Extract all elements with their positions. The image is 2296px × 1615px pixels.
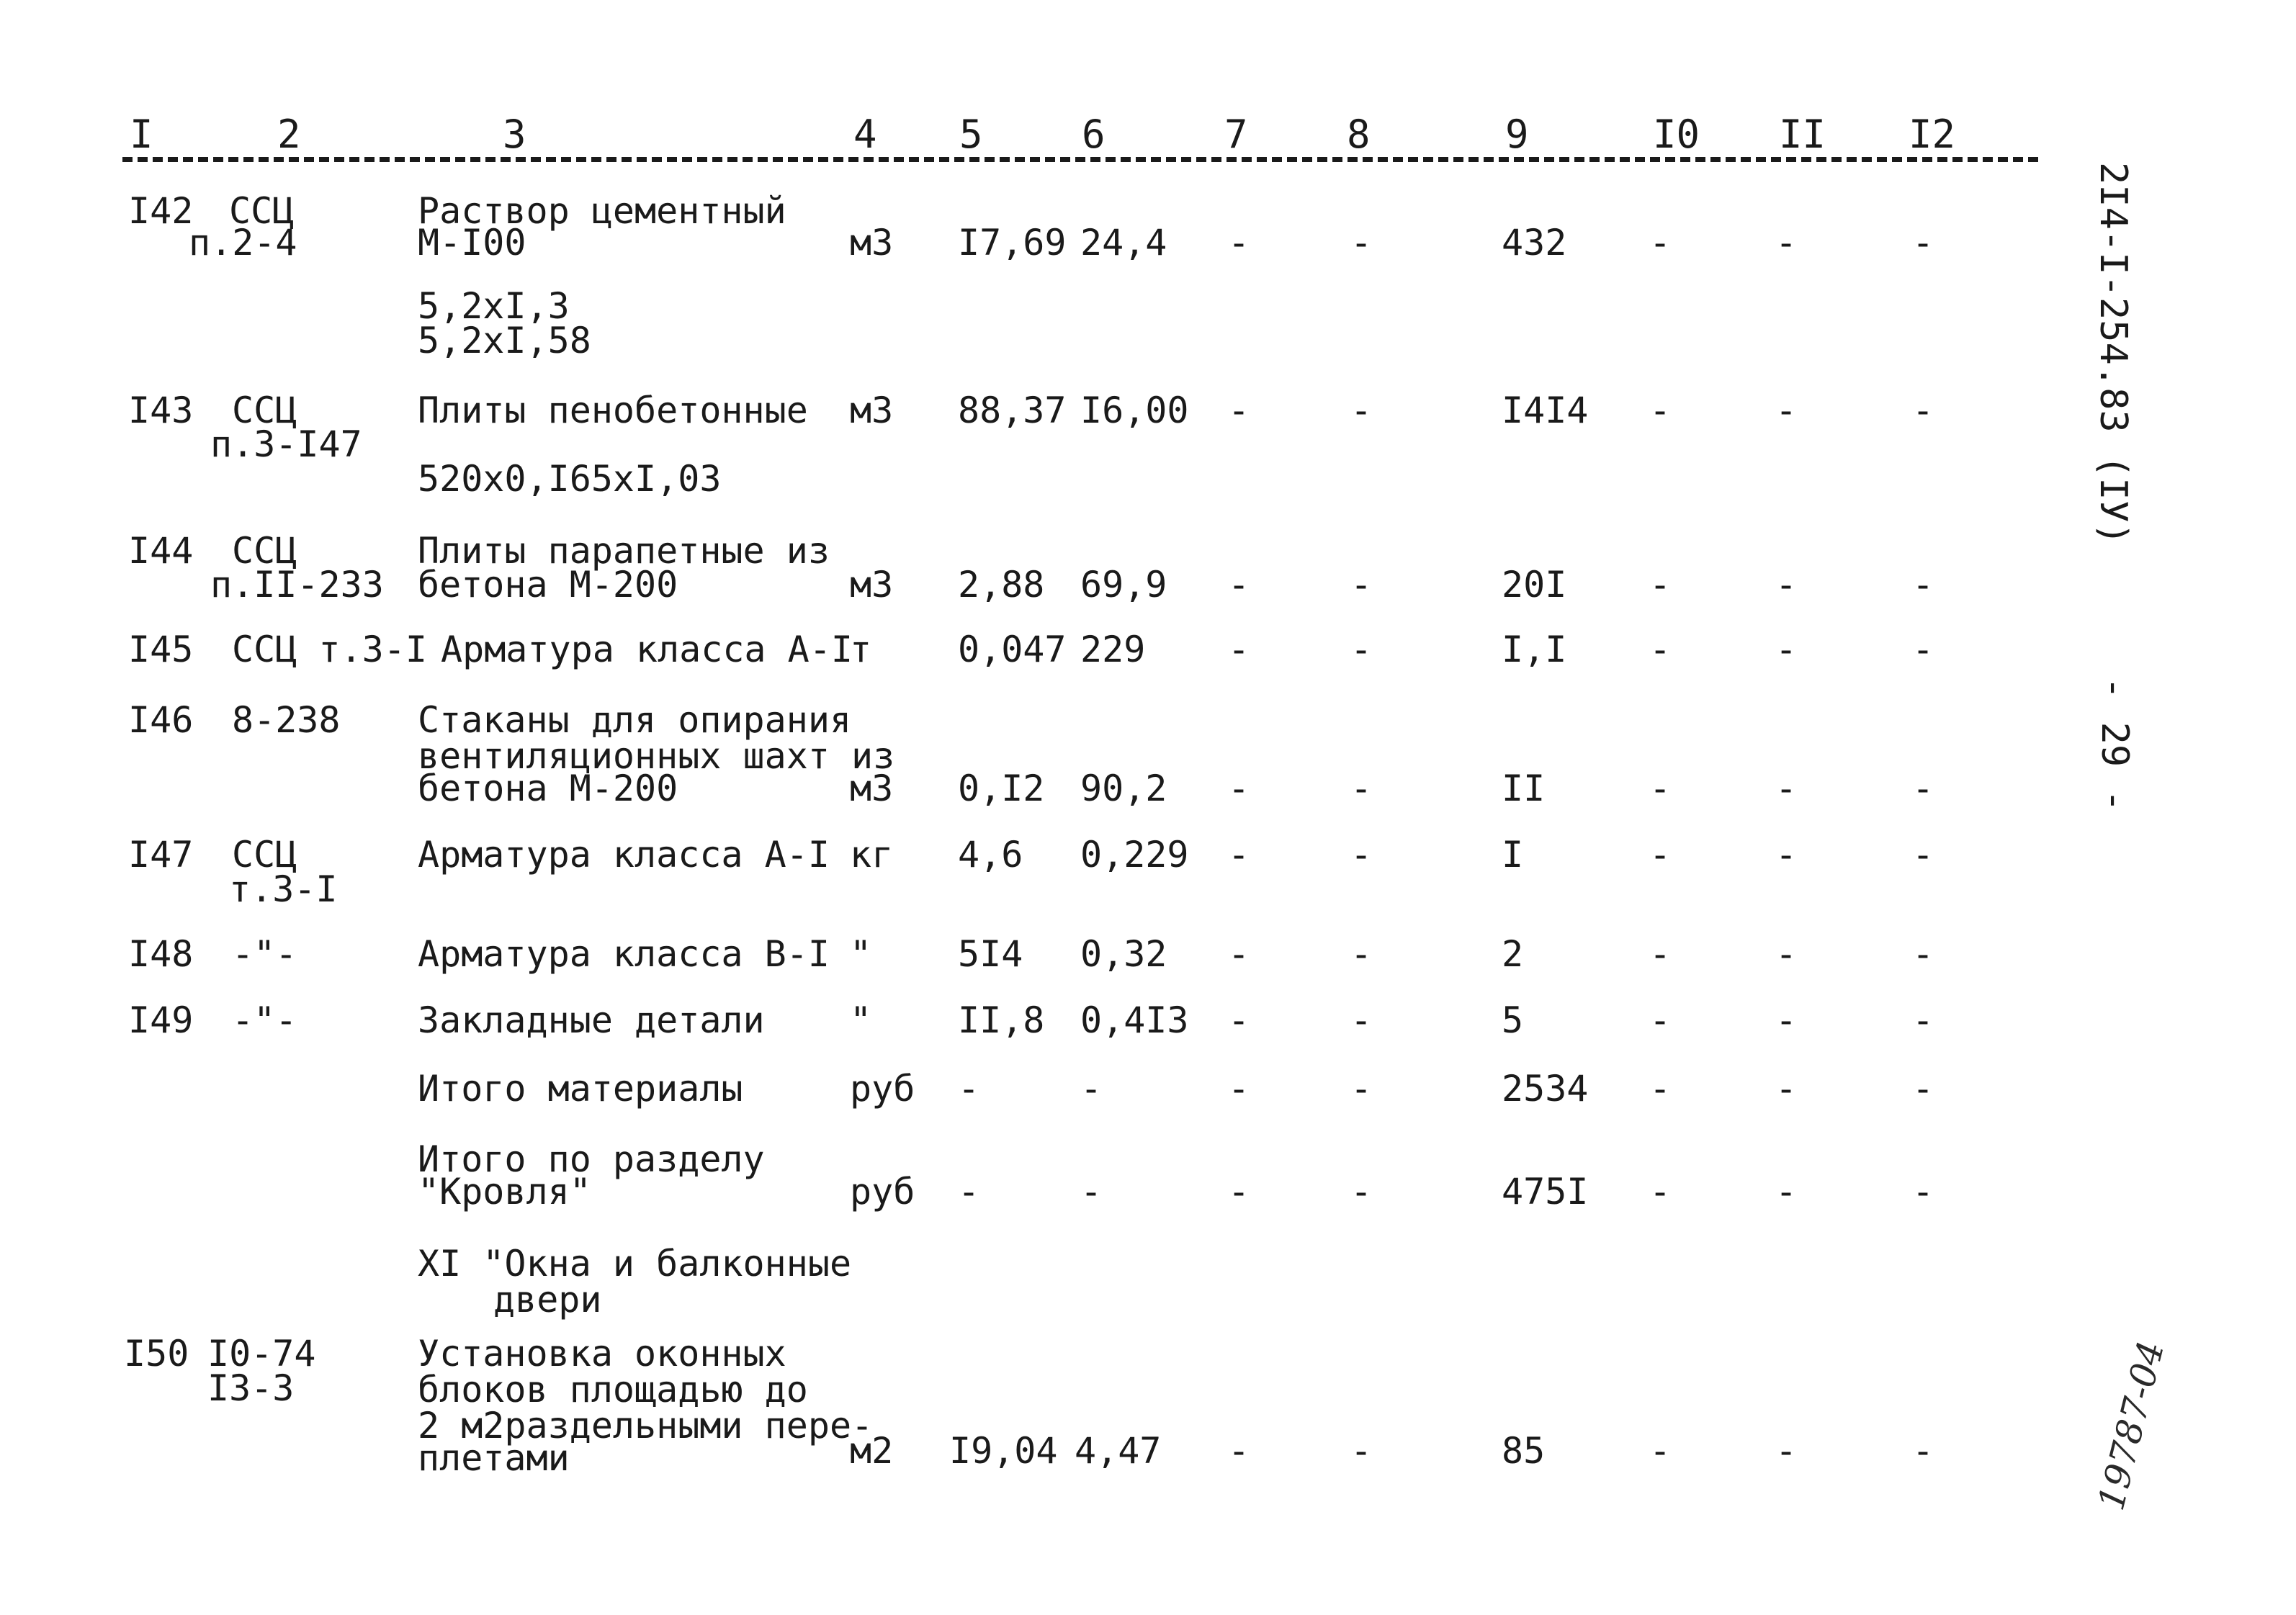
row-col7: -	[1228, 564, 1250, 606]
row-price: 69,9	[1080, 564, 1167, 606]
row-col7: -	[1228, 768, 1250, 809]
row-description: бетона М-200	[418, 768, 678, 809]
row-col11: -	[1775, 1068, 1798, 1110]
row-code-detail: п.II-233	[210, 564, 384, 606]
row-col12: -	[1912, 768, 1934, 809]
row-col10: -	[1649, 390, 1672, 431]
row-quantity: I7,69	[958, 222, 1067, 264]
row-col10: -	[1649, 999, 1672, 1041]
row-col10: -	[1649, 933, 1672, 975]
row-col7: -	[1228, 629, 1250, 670]
row-col10: -	[1649, 1171, 1672, 1213]
row-price: 24,4	[1080, 222, 1167, 264]
row-unit: кг	[850, 834, 894, 876]
row-col8: -	[1350, 1171, 1373, 1213]
column-header-6: 6	[1082, 112, 1106, 157]
row-col10: -	[1649, 1430, 1672, 1472]
row-unit: т	[850, 629, 872, 670]
row-number: I42	[128, 190, 194, 232]
row-col12: -	[1912, 629, 1934, 670]
row-description: Итого материалы	[418, 1068, 743, 1110]
row-description: 520х0,I65хI,03	[418, 458, 722, 500]
row-col11: -	[1775, 768, 1798, 809]
column-header-4: 4	[853, 112, 877, 157]
row-col10: -	[1649, 1068, 1672, 1110]
row-description: 5,2хI,58	[418, 320, 591, 361]
row-price: 90,2	[1080, 768, 1167, 809]
row-col12: -	[1912, 834, 1934, 876]
row-unit: руб	[850, 1171, 915, 1213]
row-quantity: 0,I2	[958, 768, 1045, 809]
row-number: I48	[128, 933, 194, 975]
row-col12: -	[1912, 1430, 1934, 1472]
row-code: ССЦ	[229, 190, 295, 232]
section-title: двери	[493, 1279, 602, 1321]
row-col8: -	[1350, 1430, 1373, 1472]
row-total: 85	[1502, 1430, 1546, 1472]
row-description: Итого по разделу	[418, 1138, 765, 1180]
section-title: XI "Окна и балконные	[418, 1243, 852, 1285]
row-price: 0,229	[1080, 834, 1189, 876]
row-quantity: 0,047	[958, 629, 1067, 670]
row-col12: -	[1912, 222, 1934, 264]
row-number: I47	[128, 834, 194, 876]
row-number: I50	[124, 1333, 189, 1375]
row-code: ССЦ	[232, 390, 297, 431]
row-total: 20I	[1502, 564, 1567, 606]
row-description: Плиты парапетные из	[418, 530, 830, 572]
row-code-detail: I3-3	[207, 1367, 295, 1409]
row-unit: м2	[850, 1430, 894, 1472]
column-header-5: 5	[959, 112, 983, 157]
row-price: 229	[1080, 629, 1146, 670]
row-total: 432	[1502, 222, 1567, 264]
row-col11: -	[1775, 1430, 1798, 1472]
row-number: I44	[128, 530, 194, 572]
row-code: 8-238	[232, 699, 341, 741]
row-col8: -	[1350, 564, 1373, 606]
row-description: плетами	[418, 1437, 570, 1479]
row-description: Закладные детали	[418, 999, 765, 1041]
page-number: - 29 -	[2093, 677, 2136, 812]
row-description: М-I00	[418, 222, 526, 264]
row-price: 4,47	[1075, 1430, 1162, 1472]
row-price: 0,32	[1080, 933, 1167, 975]
row-quantity: I9,04	[949, 1430, 1058, 1472]
row-col8: -	[1350, 390, 1373, 431]
row-description: бетона М-200	[418, 564, 678, 606]
row-col8: -	[1350, 834, 1373, 876]
row-col7: -	[1228, 390, 1250, 431]
row-col12: -	[1912, 1068, 1934, 1110]
row-col10: -	[1649, 564, 1672, 606]
row-unit: м3	[850, 222, 894, 264]
row-code-detail: т.3-I	[229, 868, 338, 910]
row-col7: -	[1228, 834, 1250, 876]
row-total: 5	[1502, 999, 1524, 1041]
row-col12: -	[1912, 933, 1934, 975]
column-header-10: I0	[1653, 112, 1700, 157]
row-number: I46	[128, 699, 194, 741]
row-code-detail: п.2-4	[189, 222, 297, 264]
row-col11: -	[1775, 222, 1798, 264]
row-col11: -	[1775, 999, 1798, 1041]
row-description: Арматура класса А-I	[441, 629, 853, 670]
row-quantity: II,8	[958, 999, 1045, 1041]
column-header-7: 7	[1224, 112, 1248, 157]
row-unit: м3	[850, 768, 894, 809]
column-header-2: 2	[277, 112, 301, 157]
row-description: Раствор цементный	[418, 190, 786, 232]
row-code: -"-	[232, 999, 297, 1041]
row-description: вентиляционных шахт из	[418, 735, 895, 777]
row-total: 2534	[1502, 1068, 1589, 1110]
row-description: 5,2хI,3	[418, 285, 570, 327]
row-description: Плиты пенобетонные	[418, 390, 808, 431]
column-header-11: II	[1779, 112, 1826, 157]
row-total: I4I4	[1502, 390, 1589, 431]
row-col7: -	[1228, 933, 1250, 975]
row-unit: "	[850, 933, 872, 975]
row-code: ССЦ	[232, 530, 297, 572]
row-quantity: 2,88	[958, 564, 1045, 606]
row-quantity: 4,6	[958, 834, 1023, 876]
row-col7: -	[1228, 1068, 1250, 1110]
row-col8: -	[1350, 222, 1373, 264]
row-description: Стаканы для опирания	[418, 699, 852, 741]
row-col11: -	[1775, 1171, 1798, 1213]
row-description: блоков площадью до	[418, 1369, 808, 1411]
row-quantity: -	[958, 1171, 980, 1213]
row-col8: -	[1350, 768, 1373, 809]
column-header-3: 3	[503, 112, 526, 157]
row-col8: -	[1350, 1068, 1373, 1110]
row-total: I	[1502, 834, 1524, 876]
row-code: ССЦ т.3-I	[232, 629, 427, 670]
row-description: 2 м2раздельными пере-	[418, 1405, 874, 1447]
row-number: I43	[128, 390, 194, 431]
row-code: I0-74	[207, 1333, 316, 1375]
row-quantity: -	[958, 1068, 980, 1110]
row-col11: -	[1775, 933, 1798, 975]
row-code: ССЦ	[232, 834, 297, 876]
row-code: -"-	[232, 933, 297, 975]
row-col7: -	[1228, 1171, 1250, 1213]
row-col10: -	[1649, 222, 1672, 264]
row-unit: руб	[850, 1068, 915, 1110]
row-unit: "	[850, 999, 872, 1041]
row-col11: -	[1775, 564, 1798, 606]
column-header-1: I	[130, 112, 153, 157]
row-col12: -	[1912, 1171, 1934, 1213]
row-col11: -	[1775, 834, 1798, 876]
row-col8: -	[1350, 933, 1373, 975]
column-header-8: 8	[1347, 112, 1371, 157]
row-col12: -	[1912, 390, 1934, 431]
row-code-detail: п.3-I47	[210, 423, 362, 465]
row-price: -	[1080, 1171, 1103, 1213]
row-description: Арматура класса А-I	[418, 834, 830, 876]
row-col12: -	[1912, 999, 1934, 1041]
row-description: "Кровля"	[418, 1171, 591, 1213]
archive-number: 19787-04	[2090, 1336, 2173, 1515]
row-col8: -	[1350, 629, 1373, 670]
row-price: 0,4I3	[1080, 999, 1189, 1041]
row-quantity: 88,37	[958, 390, 1067, 431]
row-description: Арматура класса В-I	[418, 933, 830, 975]
row-col11: -	[1775, 390, 1798, 431]
row-col8: -	[1350, 999, 1373, 1041]
row-col10: -	[1649, 768, 1672, 809]
row-unit: м3	[850, 390, 894, 431]
row-col10: -	[1649, 834, 1672, 876]
row-price: I6,00	[1080, 390, 1189, 431]
row-quantity: 5I4	[958, 933, 1023, 975]
row-col7: -	[1228, 999, 1250, 1041]
row-col12: -	[1912, 564, 1934, 606]
document-code: 2I4-I-254.83 (IУ)	[2091, 162, 2135, 546]
column-header-9: 9	[1505, 112, 1529, 157]
row-total: I,I	[1502, 629, 1567, 670]
row-col7: -	[1228, 1430, 1250, 1472]
row-price: -	[1080, 1068, 1103, 1110]
row-col10: -	[1649, 629, 1672, 670]
row-col11: -	[1775, 629, 1798, 670]
row-total: II	[1502, 768, 1546, 809]
column-header-12: I2	[1909, 112, 1956, 157]
row-unit: м3	[850, 564, 894, 606]
row-number: I49	[128, 999, 194, 1041]
row-total: 475I	[1502, 1171, 1589, 1213]
header-underline	[122, 157, 2038, 162]
row-total: 2	[1502, 933, 1524, 975]
row-col7: -	[1228, 222, 1250, 264]
row-description: Установка оконных	[418, 1333, 786, 1375]
row-number: I45	[128, 629, 194, 670]
